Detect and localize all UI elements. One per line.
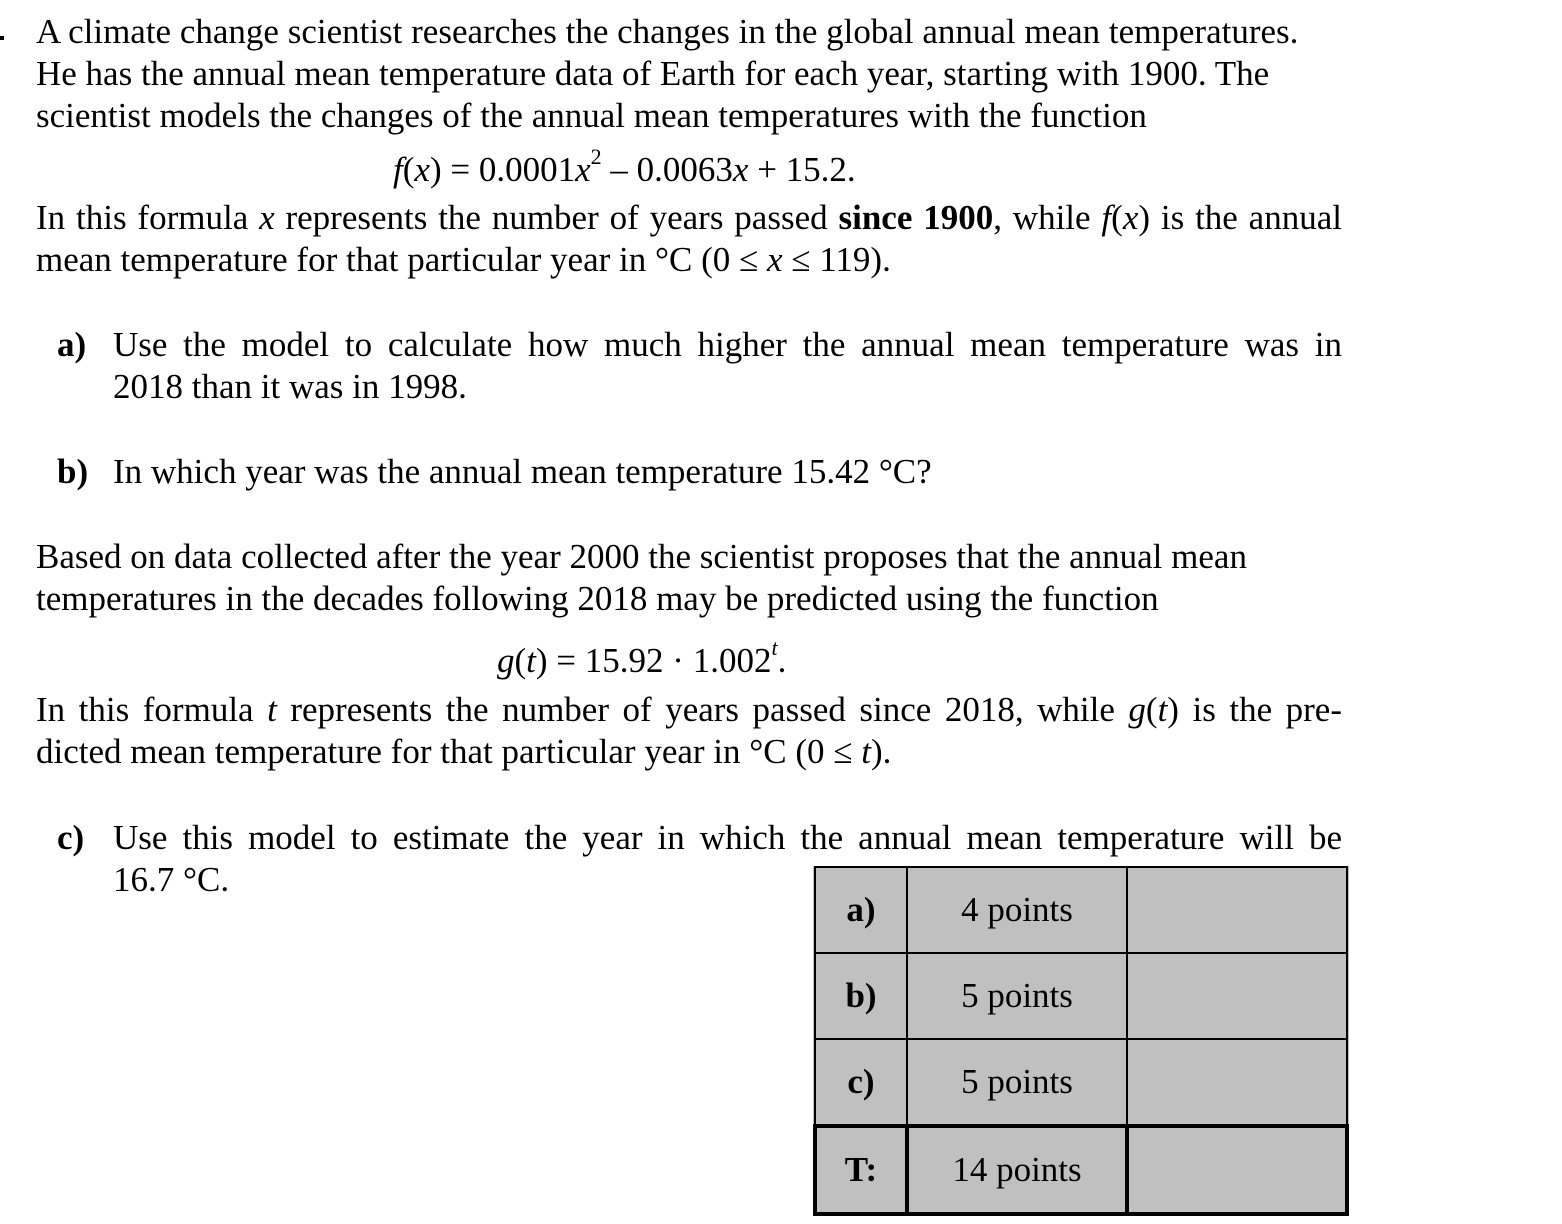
g-intro-line-1: Based on data collected after the year 2000 the scientist proposes that the annual mean [36, 537, 1247, 576]
question-a-label: a) [57, 325, 87, 364]
margin-mark [0, 36, 4, 40]
points-row-total [815, 1126, 1347, 1214]
part-label: b) [815, 953, 907, 1039]
points-value: 5 points [907, 1039, 1127, 1126]
f-explanation-line-1: In this formula x represents the number of years passed since 1900, while f(x) is the annual [36, 198, 1342, 237]
part-label: c) [815, 1039, 907, 1126]
question-b-label: b) [57, 452, 89, 491]
part-label: a) [815, 867, 907, 953]
score-cell[interactable] [1127, 1039, 1347, 1126]
part-label: T: [815, 1126, 907, 1214]
score-cell[interactable] [1127, 867, 1347, 953]
points-table [813, 866, 1349, 1216]
question-a-line-2: 2018 than it was in 1998. [113, 367, 467, 406]
points-row-a [815, 867, 1347, 953]
intro-line-1: A climate change scientist researches the changes in the global annual mean temperatures. [36, 12, 1299, 51]
question-b-line-1: In which year was the annual mean temperature 15.42 °C? [113, 452, 932, 491]
g-explanation-line-2: dicted mean temperature for that particular year in °C (0 ≤ t). [36, 732, 892, 771]
g-explanation-line-1: In this formula t represents the number of years passed since 2018, while g(t) is the pre- [36, 690, 1342, 729]
intro-line-3: scientist models the changes of the annual mean temperatures with the function [36, 96, 1147, 135]
points-value: 4 points [907, 867, 1127, 953]
question-c-line-1: Use this model to estimate the year in which the annual mean temperature will be [113, 818, 1342, 857]
question-c-line-2: 16.7 °C. [113, 860, 230, 899]
formula-g: $g(t) = 15.92 \cdot 1.002^t$. [497, 635, 787, 680]
points-row-b [815, 953, 1347, 1039]
formula-f: $f(x) = 0.0001x^2 - 0.0063x + 15.2$. [393, 144, 856, 189]
points-row-c [815, 1039, 1347, 1126]
f-explanation-line-2: mean temperature for that particular year in °C (0 ≤ x ≤ 119). [36, 240, 891, 279]
g-intro-line-2: temperatures in the decades following 2018 may be predicted using the function [36, 579, 1159, 618]
score-cell[interactable] [1127, 1126, 1347, 1214]
question-c-label: c) [57, 818, 85, 857]
points-value: 14 points [907, 1126, 1127, 1214]
score-cell[interactable] [1127, 953, 1347, 1039]
points-value: 5 points [907, 953, 1127, 1039]
question-a-line-1: Use the model to calculate how much higher the annual mean temperature was in [113, 325, 1342, 364]
intro-line-2: He has the annual mean temperature data of Earth for each year, starting with 1900. The [36, 54, 1270, 93]
